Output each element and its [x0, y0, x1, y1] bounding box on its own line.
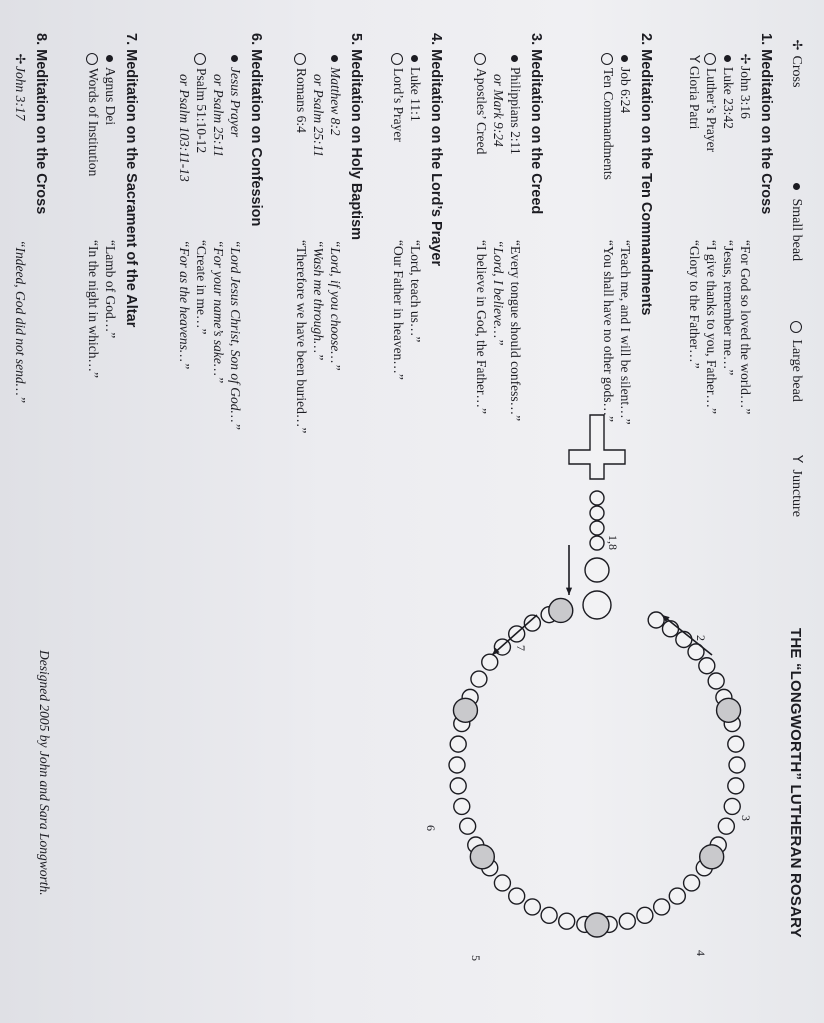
quote-text: “For as the heavens…”: [177, 240, 192, 370]
reference-text: Luke 23:42: [721, 67, 736, 129]
reference-text: Ten Commandments: [601, 68, 616, 180]
reference-item: [407, 52, 424, 122]
small-bead: [729, 757, 745, 773]
reference-item: [210, 74, 227, 157]
group-label: 7: [514, 645, 528, 651]
reference-item: [310, 74, 327, 157]
small-bead: [509, 888, 525, 904]
reference-item: [617, 52, 634, 113]
section-heading: 1. Meditation on the Cross: [758, 33, 774, 215]
reference-text: or Psalm 103:11-13: [177, 74, 192, 182]
stem-small-bead: [590, 491, 604, 505]
small-bead: [450, 778, 466, 794]
group-label: 5: [469, 955, 483, 961]
arrow-head: [566, 588, 572, 595]
reference-item: [720, 52, 737, 129]
large-bead-icon: [790, 321, 802, 333]
reference-item: [736, 52, 754, 119]
reference-text: or Psalm 25:11: [311, 74, 326, 157]
small-bead: [699, 658, 715, 674]
small-bead-icon: [793, 183, 800, 190]
small-bead-icon: [331, 55, 338, 62]
quote-text: “Our Father in heaven…”: [391, 240, 406, 380]
small-bead: [676, 631, 692, 647]
legend-juncture: Y Juncture: [788, 452, 804, 517]
small-bead-icon: [724, 55, 731, 62]
section-heading: 6. Meditation on Confession: [248, 33, 264, 227]
large-bead-icon: [194, 53, 206, 65]
small-bead: [460, 818, 476, 834]
large-bead: [470, 845, 494, 869]
section-heading: 5. Meditation on Holy Baptism: [348, 33, 364, 241]
reference-item: [390, 52, 407, 142]
reference-item: [473, 52, 490, 154]
small-bead: [559, 913, 575, 929]
small-bead: [482, 654, 498, 670]
small-bead: [450, 736, 466, 752]
quote-text: “For God so loved the world…”: [738, 240, 753, 415]
reference-item: [176, 74, 193, 182]
stem-small-bead: [590, 536, 604, 550]
legend-small-bead: Small bead: [788, 180, 804, 261]
small-bead-icon: [106, 55, 113, 62]
group-label: 1,8: [606, 535, 620, 550]
juncture-bead: [583, 591, 611, 619]
small-bead-icon: [511, 55, 518, 62]
group-label: 4: [694, 950, 708, 956]
small-bead: [669, 888, 685, 904]
small-bead: [619, 913, 635, 929]
small-bead: [494, 875, 510, 891]
small-bead: [541, 907, 557, 923]
reference-item: [102, 52, 119, 125]
quote-text: “Jesus, remember me…”: [721, 240, 736, 376]
small-bead: [662, 621, 678, 637]
quote-text: “Every tongue should confess…”: [508, 240, 523, 422]
section-heading: 8. Meditation on the Cross: [33, 33, 49, 215]
quote-text: “Create in me…”: [194, 240, 209, 335]
reference-item: [85, 52, 102, 176]
reference-text: John 3:17: [13, 66, 28, 121]
reference-text: Romans 6:4: [294, 68, 309, 133]
small-bead-icon: [621, 55, 628, 62]
small-bead-icon: [231, 55, 238, 62]
section-heading: 3. Meditation on the Creed: [528, 33, 544, 215]
reference-text: John 3:16: [738, 66, 753, 119]
reference-text: Jesus Prayer: [228, 67, 243, 138]
reference-text: or Mark 9:24: [491, 74, 506, 147]
reference-item: [703, 52, 720, 152]
quote-text: “Lord Jesus Christ, Son of God…”: [228, 240, 243, 431]
reference-text: Lord’s Prayer: [391, 68, 406, 142]
credit-line: Designed 2005 by John and Sara Longworth.: [37, 650, 52, 896]
cross-icon: ✢: [789, 39, 804, 51]
quote-text: “Lord, teach us…”: [408, 240, 423, 343]
reference-item: [490, 74, 507, 147]
stem-large-bead: [585, 558, 609, 582]
quote-text: “Lamb of God…”: [103, 240, 118, 339]
reference-text: Apostles’ Creed: [474, 68, 489, 155]
large-bead-icon: [704, 53, 716, 65]
large-bead: [717, 698, 741, 722]
reference-item: [293, 52, 310, 133]
large-bead: [700, 845, 724, 869]
section-heading: 7. Meditation on the Sacrament of the Altar: [123, 33, 139, 328]
large-bead-icon: [294, 53, 306, 65]
section-heading: 2. Meditation on the Ten Commandments: [638, 33, 654, 316]
reference-text: or Psalm 25:11: [211, 74, 226, 157]
reference-item: [685, 52, 703, 129]
reference-text: Psalm 51:10-12: [194, 68, 209, 154]
page-title: THE “LONGWORTH” LUTHERAN ROSARY: [787, 628, 804, 938]
small-bead: [684, 875, 700, 891]
small-bead: [708, 673, 724, 689]
reference-item: [227, 52, 244, 137]
quote-text: “I believe in God, the Father…”: [474, 240, 489, 414]
rosary-diagram: [402, 535, 772, 1000]
large-bead: [453, 698, 477, 722]
small-bead: [454, 798, 470, 814]
quote-text: “Lord, if you choose…”: [328, 240, 343, 371]
small-bead: [718, 818, 734, 834]
large-bead-icon: [86, 53, 98, 65]
reference-text: Words of Institution: [86, 68, 101, 177]
small-bead: [637, 907, 653, 923]
small-bead-icon: [411, 55, 418, 62]
reference-item: [11, 52, 29, 120]
reference-text: Luke 11:1: [408, 67, 423, 122]
quote-text: “Indeed, God did not send…”: [13, 240, 28, 404]
small-bead: [654, 899, 670, 915]
quote-text: “Therefore we have been buried…”: [294, 240, 309, 434]
large-bead: [549, 598, 573, 622]
stem-small-bead: [590, 506, 604, 520]
cross-icon: ✢: [12, 53, 27, 65]
small-bead: [471, 671, 487, 687]
reference-text: Gloria Patri: [687, 66, 702, 130]
large-bead-icon: [391, 53, 403, 65]
small-bead: [449, 757, 465, 773]
juncture-icon: Y: [686, 55, 701, 63]
quote-text: “You shall have no other gods…”: [601, 240, 616, 422]
legend-large-bead: Large bead: [788, 320, 804, 402]
quote-text: “Teach me, and I will be silent…”: [618, 240, 633, 425]
large-bead-icon: [474, 53, 486, 65]
reference-text: Agnus Dei: [103, 67, 118, 126]
large-bead: [585, 913, 609, 937]
stem-small-bead: [590, 521, 604, 535]
quote-text: “In the night in which…”: [86, 240, 101, 378]
group-label: 6: [424, 825, 438, 831]
reference-text: Philippians 2:11: [508, 67, 523, 155]
reference-item: [600, 52, 617, 180]
cross-icon: ✢: [737, 53, 752, 65]
large-bead-icon: [601, 53, 613, 65]
legend-cross: ✢ Cross: [789, 39, 804, 88]
quote-text: “Glory to the Father…”: [687, 240, 702, 369]
reference-text: Matthew 8:2: [328, 67, 343, 136]
reference-item: [193, 52, 210, 153]
juncture-icon: Y: [789, 455, 804, 463]
small-bead: [648, 612, 664, 628]
reference-text: Luther’s Prayer: [704, 68, 719, 153]
reference-item: [507, 52, 524, 155]
small-bead: [724, 798, 740, 814]
small-bead: [728, 736, 744, 752]
small-bead: [728, 778, 744, 794]
group-label: 3: [739, 815, 753, 821]
reference-text: Job 6:24: [618, 67, 633, 114]
reference-item: [327, 52, 344, 136]
quote-text: “Lord, I believe…”: [491, 240, 506, 346]
group-label: 2: [694, 635, 708, 641]
section-heading: 4. Meditation on the Lord’s Prayer: [428, 33, 444, 267]
small-bead: [524, 899, 540, 915]
quote-text: “Wash me through…”: [311, 240, 326, 361]
quote-text: “I give thanks to you, Father…”: [704, 240, 719, 414]
quote-text: “For your name’s sake…”: [211, 240, 226, 384]
